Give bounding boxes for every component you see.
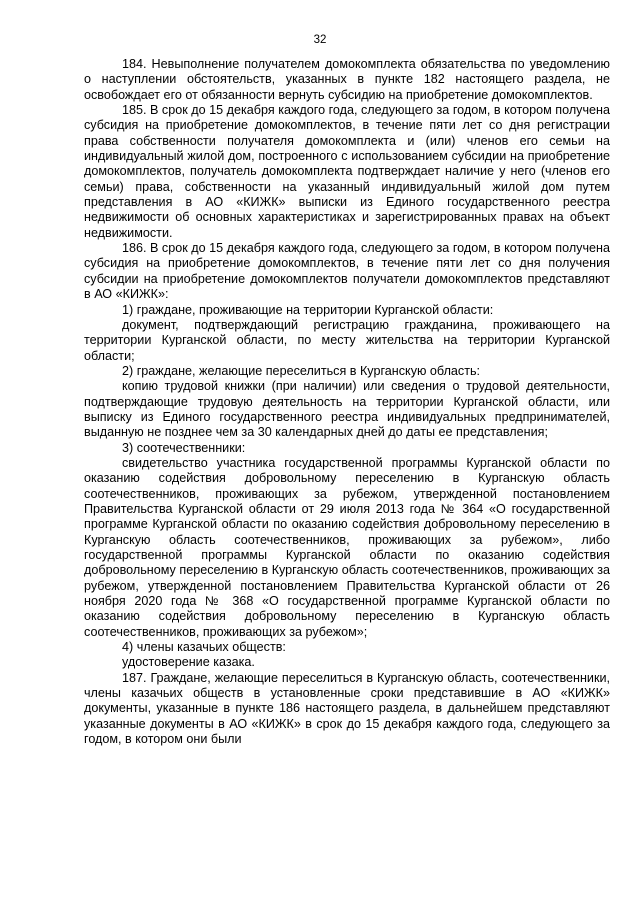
paragraph-184: 184. Невыполнение получателем домокомплекта обязательства по уведомлению о наступлении обстоятельств, указанных в пункте 182 настоящего раздела, не освобождает его от обязанности вернуть субсидию на приобретение домокомплектов.	[84, 57, 610, 102]
paragraph-186: 186. В срок до 15 декабря каждого года, следующего за годом, в котором получена субсидия на приобретение домокомплектов, в течение пяти лет со дня получения субсидии на приобретение домокомплектов получатели домокомплектов представляют в АО «КИЖК»:	[84, 241, 610, 302]
list-item-3-text: свидетельство участника государственной программы Курганской области по оказанию содействия добровольному переселению в Курганскую область соотечественников, проживающих за рубежом, утвержденной постановлением Правительства Курганской области от 29 июля 2013 года № 364 «О государственной программе Курганской области по оказанию содействия добровольному переселению в Курганскую область соотечественников, проживающих за рубежом», либо государственной программы Курганской области по оказанию содействия добровольному переселению в Курганскую область соотечественников, проживающих за рубежом, утвержденной постановлением Правительства Курганской области от 26 ноября 2020 года № 368 «О государственной программе Курганской области по оказанию содействия добровольному переселению в Курганскую область соотечественников, проживающих за рубежом»;	[84, 455, 610, 639]
list-item-3-heading: 3) соотечественники:	[122, 440, 246, 455]
paragraph-185: 185. В срок до 15 декабря каждого года, следующего за годом, в котором получена субсидия на приобретение домокомплектов, в течение пяти лет со дня регистрации права собственности получателя домокомплекта и (или) членов его семьи на индивидуальный жилой дом, построенного с использованием субсидии на приобретение домокомплектов, получатель домокомплекта подтверждает наличие у него (членов его семьи) права, собственности на указанный индивидуальный жилой дом путем представления в АО «КИЖК» выписки из Единого государственного реестра недвижимости об основных характеристиках и зарегистрированных правах на объект недвижимости.	[84, 103, 610, 240]
page-number: 32	[313, 34, 327, 46]
list-item-1-heading: 1) граждане, проживающие на территории Курганской области:	[122, 302, 494, 317]
document-body	[84, 57, 610, 747]
list-item-2-text: копию трудовой книжки (при наличии) или сведения о трудовой деятельности, подтверждающие трудовую деятельность на территории Курганской области, или выписку из Единого государственного реестра индивидуальных предпринимателей, выданную не позднее чем за 30 календарных дней до даты ее представления;	[84, 379, 610, 440]
list-item-4-text: удостоверение казака.	[122, 655, 255, 670]
list-item-2-heading: 2) граждане, желающие переселиться в Курганскую область:	[122, 363, 481, 378]
list-item-4-heading: 4) члены казачьих обществ:	[122, 640, 286, 655]
paragraph-187: 187. Граждане, желающие переселиться в Курганскую область, соотечественники, члены казачьих обществ в установленные сроки представившие в АО «КИЖК» документы, указанные в пункте 186 настоящего раздела, в дальнейшем представляют указанные документы в АО «КИЖК» в срок до 15 декабря каждого года, следующего за годом, в котором они были	[84, 670, 610, 747]
list-item-1-text: документ, подтверждающий регистрацию гражданина, проживающего на территории Курганской области, по месту жительства на территории Курганской области;	[84, 317, 610, 363]
